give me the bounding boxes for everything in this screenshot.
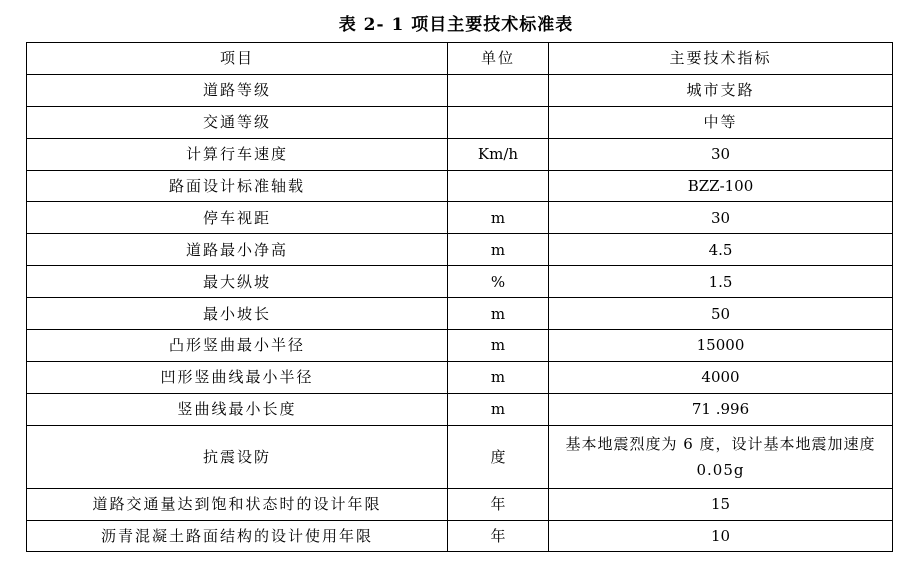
cell-value: BZZ-100 — [549, 170, 893, 202]
cell-item: 凸形竖曲最小半径 — [27, 330, 448, 362]
table-row — [27, 138, 893, 170]
header-item: 项目 — [27, 43, 448, 75]
cell-unit: m — [448, 202, 549, 234]
cell-unit — [448, 74, 549, 106]
cell-item: 道路最小净高 — [27, 234, 448, 266]
cell-unit: m — [448, 330, 549, 362]
cell-value: 10 — [549, 520, 893, 552]
cell-value: 50 — [549, 298, 893, 330]
cell-value: 城市支路 — [549, 74, 893, 106]
cell-value: 30 — [549, 138, 893, 170]
cell-item: 沥青混凝土路面结构的设计使用年限 — [27, 520, 448, 552]
cell-unit — [448, 170, 549, 202]
cell-item: 道路等级 — [27, 74, 448, 106]
cell-unit: 度 — [448, 425, 549, 488]
cell-item: 最小坡长 — [27, 298, 448, 330]
table-row — [27, 74, 893, 106]
table-row — [27, 520, 893, 552]
cell-item: 停车视距 — [27, 202, 448, 234]
technical-standards-table — [26, 42, 893, 552]
cell-value: 15 — [549, 488, 893, 520]
cell-item: 路面设计标准轴载 — [27, 170, 448, 202]
table-row — [27, 330, 893, 362]
cell-unit: m — [448, 361, 549, 393]
table-row — [27, 488, 893, 520]
cell-item: 计算行车速度 — [27, 138, 448, 170]
cell-item: 凹形竖曲线最小半径 — [27, 361, 448, 393]
header-unit: 单位 — [448, 43, 549, 75]
cell-unit: m — [448, 298, 549, 330]
cell-value: 15000 — [549, 330, 893, 362]
cell-item: 交通等级 — [27, 106, 448, 138]
cell-item: 最大纵坡 — [27, 266, 448, 298]
cell-value: 1.5 — [549, 266, 893, 298]
table-header-row — [27, 43, 893, 75]
cell-item: 道路交通量达到饱和状态时的设计年限 — [27, 488, 448, 520]
cell-value: 30 — [549, 202, 893, 234]
table-row — [27, 361, 893, 393]
cell-unit: 年 — [448, 488, 549, 520]
table-row — [27, 393, 893, 425]
table-row — [27, 202, 893, 234]
table-row — [27, 234, 893, 266]
cell-unit: m — [448, 393, 549, 425]
table-row — [27, 106, 893, 138]
cell-value: 基本地震烈度为 6 度，设计基本地震加速度 0.05g — [549, 425, 893, 488]
table-row — [27, 170, 893, 202]
header-value: 主要技术指标 — [549, 43, 893, 75]
table-caption: 表 2- 1 项目主要技术标准表 — [338, 15, 574, 35]
table-row — [27, 266, 893, 298]
cell-value: 中等 — [549, 106, 893, 138]
cell-unit: % — [448, 266, 549, 298]
cell-unit: Km/h — [448, 138, 549, 170]
cell-value: 4.5 — [549, 234, 893, 266]
table-row — [27, 298, 893, 330]
cell-item: 抗震设防 — [27, 425, 448, 488]
cell-value: 71 .996 — [549, 393, 893, 425]
table-row — [27, 425, 893, 488]
cell-item: 竖曲线最小长度 — [27, 393, 448, 425]
cell-unit: m — [448, 234, 549, 266]
cell-unit: 年 — [448, 520, 549, 552]
cell-unit — [448, 106, 549, 138]
cell-value: 4000 — [549, 361, 893, 393]
